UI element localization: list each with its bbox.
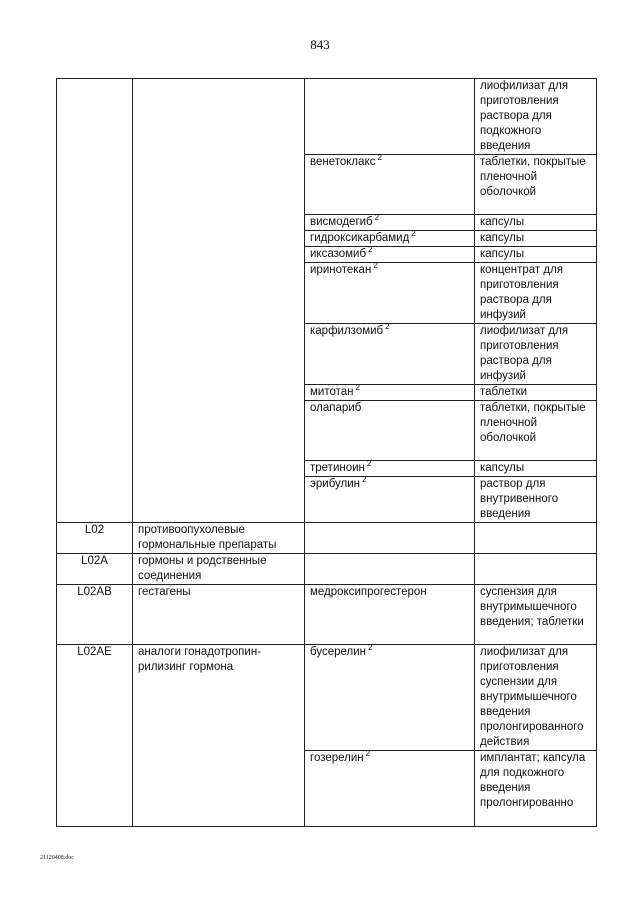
footnote-mark: 2 [368,245,373,254]
dosage-form-cell: концентрат для приготовления раствора для инфузий [475,263,597,324]
dosage-form-cell: капсулы [475,247,597,263]
drug-name-cell: иринотекан $^2$ [305,263,475,324]
dosage-form-cell: лиофилизат для приготовления раствора для инфузий [475,324,597,385]
drug-name-cell: эрибулин $^2$ [305,477,475,523]
drug-name-cell [305,523,475,554]
table-row [57,585,597,645]
dosage-form-cell: таблетки, покрытые пленочной оболочкой [475,155,597,215]
drug-name-cell: медроксипрогестерон [305,585,475,645]
document-filename: 21120408.doc [40,855,74,861]
table-row [57,645,597,751]
drug-name-cell: висмодегиб $^2$ [305,215,475,231]
footnote-mark: 2 [373,261,378,270]
atc-description-cell: аналоги гонадотропин-рилизинг гормона [133,645,305,827]
footnote-mark: 2 [374,213,380,222]
dosage-form-cell: раствор для внутривенного введения [475,477,597,523]
drug-name-cell [305,79,475,155]
dosage-form-cell: таблетки [475,385,597,401]
dosage-form-cell: капсулы [475,461,597,477]
atc-description-cell: гормоны и родственные соединения [133,554,305,585]
footnote-mark: 2 [362,475,367,484]
table-row [57,79,597,155]
atc-code-cell: L02AB [57,585,133,645]
dosage-form-cell: капсулы [475,231,597,247]
drug-name-cell: гозерелин $^2$ [305,751,475,827]
dosage-form-cell [475,523,597,554]
drug-name-cell: иксазомиб $^2$ [305,247,475,263]
footnote-mark: 2 [366,459,372,468]
footnote-mark: 2 [385,322,390,331]
drug-name-cell [305,554,475,585]
atc-code-cell [57,79,133,523]
atc-description-cell [133,79,305,523]
atc-code-cell: L02 [57,523,133,554]
footnote-mark: 2 [365,749,371,758]
atc-code-cell: L02AE [57,645,133,827]
drug-name-cell: третиноин $^2$ [305,461,475,477]
table-row [57,523,597,554]
drug-name-cell: венетоклакс $^2$ [305,155,475,215]
drug-name-cell: карфилзомиб $^2$ [305,324,475,385]
drug-name-cell: митотан $^2$ [305,385,475,401]
footnote-mark: 2 [411,229,416,238]
dosage-form-cell: имплантат; капсула для подкожного введения пролонгированно [475,751,597,827]
footnote-mark: 2 [377,153,382,162]
dosage-form-cell: лиофилизат для приготовления раствора для подкожного введения [475,79,597,155]
table-row [57,554,597,585]
dosage-form-cell: лиофилизат для приготовления суспензии для внутримышечного введения пролонгированного действия [475,645,597,751]
dosage-form-cell: суспензия для внутримышечного введения; таблетки [475,585,597,645]
drug-name-cell: бусерелин $^2$ [305,645,475,751]
drug-table [56,78,597,827]
dosage-form-cell: капсулы [475,215,597,231]
page-number: 843 [310,37,330,52]
atc-description-cell: противоопухолевые гормональные препараты [133,523,305,554]
atc-code-cell: L02A [57,554,133,585]
dosage-form-cell [475,554,597,585]
footnote-mark: 2 [355,383,360,392]
footnote-mark: 2 [368,643,373,652]
drug-name-cell: гидроксикарбамид $^2$ [305,231,475,247]
atc-description-cell: гестагены [133,585,305,645]
dosage-form-cell: таблетки, покрытые пленочной оболочкой [475,401,597,461]
drug-name-cell: олапариб [305,401,475,461]
